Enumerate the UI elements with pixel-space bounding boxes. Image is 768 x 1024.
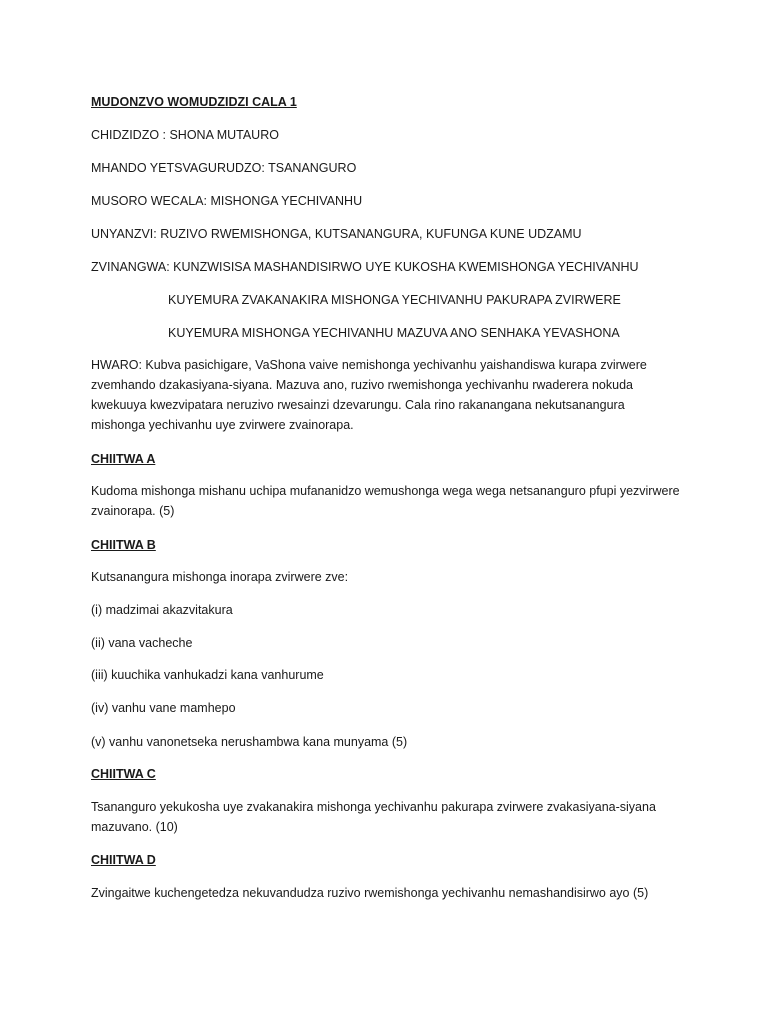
objective-2: KUYEMURA ZVAKANAKIRA MISHONGA YECHIVANHU PAKURAPA ZVIRWERE: [168, 293, 621, 307]
topic-line: MUSORO WECALA: MISHONGA YECHIVANHU: [91, 194, 363, 208]
subject-line: CHIDZIDZO : SHONA MUTAURO: [91, 128, 279, 142]
section-d-text: Zvingaitwe kuchengetedza nekuvandudza ruzivo rwemishonga yechivanhu nemashandisirwo ayo (5): [91, 886, 649, 900]
research-type-line: MHANDO YETSVAGURUDZO: TSANANGURO: [91, 161, 357, 175]
section-a-heading: CHIITWA A: [91, 452, 156, 466]
section-b-item: (iv) vanhu vane mamhepo: [91, 701, 236, 715]
objective-1: ZVINANGWA: KUNZWISISA MASHANDISIRWO UYE KUKOSHA KWEMISHONGA YECHIVANHU: [91, 260, 639, 274]
document-title: MUDONZVO WOMUDZIDZI CALA 1: [91, 95, 297, 109]
section-b-item: (ii) vana vacheche: [91, 636, 193, 650]
section-d-heading: CHIITWA D: [91, 853, 156, 867]
section-c-heading: CHIITWA C: [91, 767, 156, 781]
skills-line: UNYANZVI: RUZIVO RWEMISHONGA, KUTSANANGURA, KUFUNGA KUNE UDZAMU: [91, 227, 582, 241]
section-a-text: Kudoma mishonga mishanu uchipa mufananidzo wemushonga wega wega netsananguro pfupi yezvirwere zvainorapa. (5): [91, 484, 680, 518]
section-b-heading: CHIITWA B: [91, 538, 156, 552]
section-b-intro: Kutsanangura mishonga inorapa zvirwere zve:: [91, 570, 349, 584]
section-b-item: (iii) kuuchika vanhukadzi kana vanhurume: [91, 668, 324, 682]
section-b-item: (i) madzimai akazvitakura: [91, 603, 233, 617]
background-paragraph: HWARO: Kubva pasichigare, VaShona vaive nemishonga yechivanhu yaishandiswa kurapa zvirwere zvemhando dzakasiyana-siyana. Mazuva ano, ruzivo rwemishonga yechivanhu rwaderera nokuda kwekuuya kwezvipatara neruzivo rwesainzi dzevarungu. Cala rino rakanangana nekutsanangura mishonga yechivanhu uye zvirwere zvainorapa.: [91, 358, 647, 432]
section-c-text: Tsananguro yekukosha uye zvakanakira mishonga yechivanhu pakurapa zvirwere zvakasiyana-siyana mazuvano. (10): [91, 800, 656, 834]
objective-3: KUYEMURA MISHONGA YECHIVANHU MAZUVA ANO SENHAKA YEVASHONA: [168, 326, 620, 340]
section-b-item: (v) vanhu vanonetseka nerushambwa kana munyama (5): [91, 735, 408, 749]
